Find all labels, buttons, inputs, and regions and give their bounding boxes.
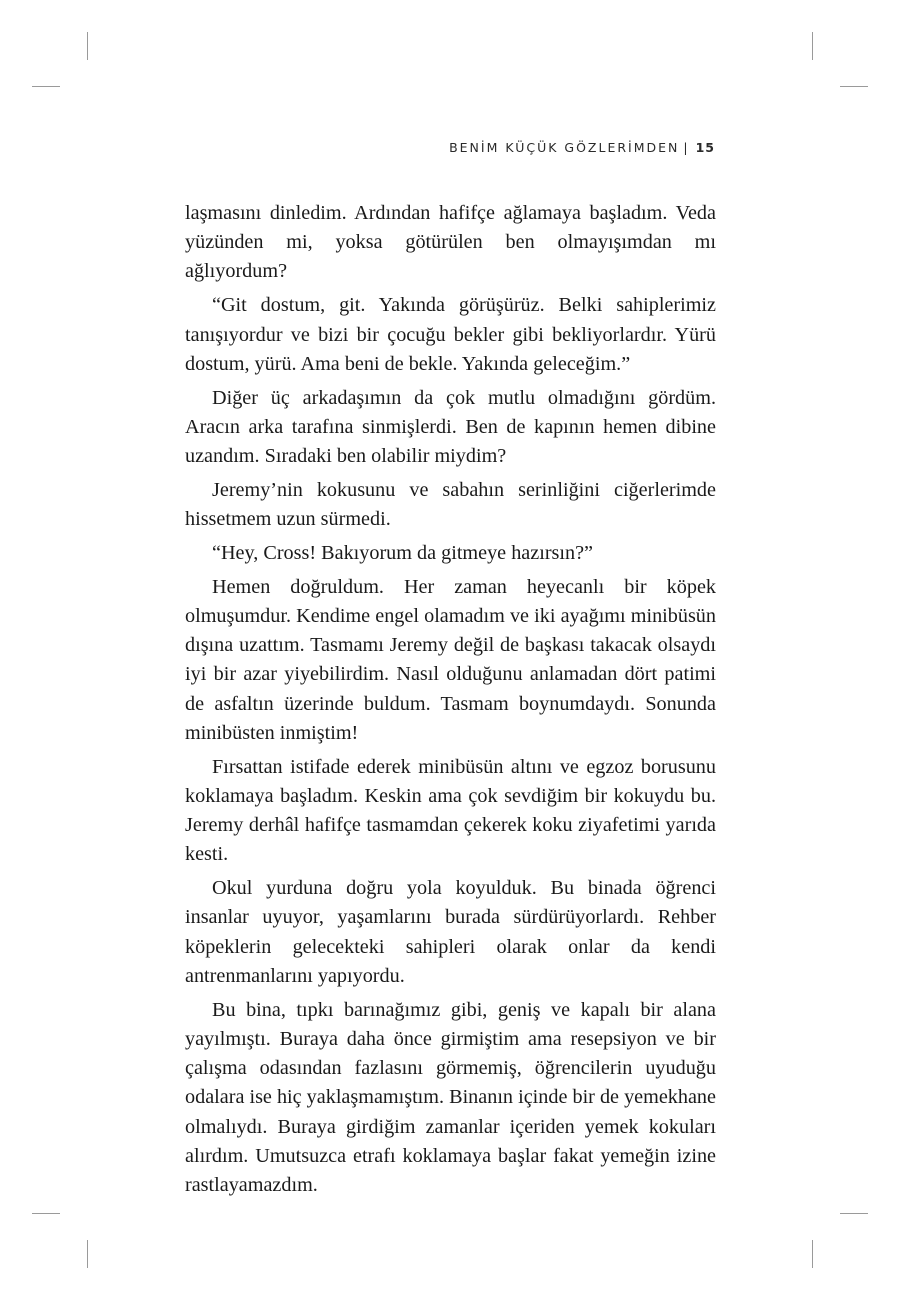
crop-mark-bottom-right-vertical — [812, 1240, 813, 1268]
paragraph: Bu bina, tıpkı barınağımız gibi, geniş ve kapalı bir alana yayılmıştı. Buraya daha önce girmiştim ama resepsiyon ve bir çalışma odasından fazlasını görmemiş, öğrencilerin uyuduğu odalara ise hiç yaklaşmamıştım. Binanın içinde bir de yemekhane olmalıydı. Buraya girdiğim zamanlar içeriden yemek kokuları alırdım. Umutsuzca etrafı koklamaya başlar fakat yemeğin izine rastlayamazdım. — [185, 998, 716, 1196]
running-header — [449, 140, 715, 155]
crop-mark-bottom-right-horizontal — [840, 1213, 868, 1214]
paragraph: Diğer üç arkadaşımın da çok mutlu olmadığını gördüm. Aracın arka tarafına sinmişlerdi. Ben de kapının hemen dibine uzandım. Sıradaki ben olabilir miydim? — [185, 386, 716, 467]
paragraph: “Git dostum, git. Yakında görüşürüz. Belki sahiplerimiz tanışıyordur ve bizi bir çocuğu bekler gibi bekliyorlardır. Yürü dostum, yürü. Ama beni de bekle. Yakında geleceğim.” — [185, 294, 716, 375]
crop-mark-top-right-horizontal — [840, 86, 868, 87]
header-separator: | — [683, 140, 690, 155]
crop-mark-top-right-vertical — [812, 32, 813, 60]
paragraph: Okul yurduna doğru yola koyulduk. Bu binada öğrenci insanlar uyuyor, yaşamlarını burada sürdürüyorlardı. Rehber köpeklerin gelecekteki sahipleri olarak onlar da kendi antrenmanlarını yapıyordu. — [185, 877, 716, 987]
running-title: BENİM KÜÇÜK GÖZLERİMDEN — [449, 140, 680, 155]
paragraph: Hemen doğruldum. Her zaman heyecanlı bir köpek olmuşumdur. Kendime engel olamadım ve iki ayağımı minibüsün dışına uzattım. Tasmamı Jeremy değil de başkası takacak olsaydı iyi bir azar yiyebilirdim. Nasıl olduğunu anlamadan dört patimi de asfaltın üzerinde buldum. Tasmam boynumdaydı. Sonunda minibüsten inmiştim! — [185, 575, 716, 744]
paragraph: Fırsattan istifade ederek minibüsün altını ve egzoz borusunu koklamaya başladım. Keskin ama çok sevdiğim bir kokuydu bu. Jeremy derhâl hafifçe tasmamdan çekerek koku ziyafetimi yarıda kesti. — [185, 755, 716, 866]
crop-mark-bottom-left-vertical — [87, 1240, 88, 1268]
paragraph: laşmasını dinledim. Ardından hafifçe ağlamaya başladım. Veda yüzünden mi, yoksa götürülen ben olmayışımdan mı ağlıyordum? — [185, 202, 716, 283]
crop-mark-top-left-vertical — [87, 32, 88, 60]
paragraph: Jeremy’nin kokusunu ve sabahın serinliğini ciğerlerimde hissetmem uzun sürmedi. — [185, 478, 716, 531]
crop-mark-bottom-left-horizontal — [32, 1213, 60, 1214]
crop-mark-top-left-horizontal — [32, 86, 60, 87]
body-text — [185, 199, 716, 1205]
paragraph: “Hey, Cross! Bakıyorum da gitmeye hazırsın?” — [212, 541, 594, 564]
page-number: 15 — [695, 140, 715, 155]
